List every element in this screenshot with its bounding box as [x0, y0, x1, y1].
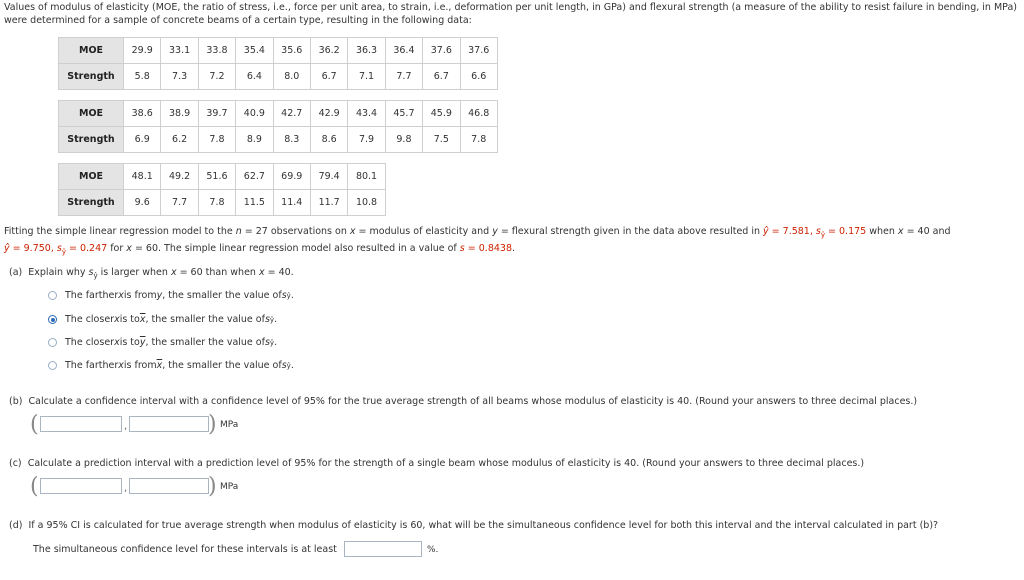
table-cell: 7.9 [348, 127, 385, 153]
table-cell: 62.7 [236, 164, 273, 190]
table-cell: 42.7 [273, 101, 310, 127]
data-table-3 [58, 163, 386, 216]
table-cell: 7.5 [423, 127, 460, 153]
moe-row [59, 38, 498, 64]
table-cell: 7.8 [198, 127, 235, 153]
strength-row [59, 127, 498, 153]
table-cell: 7.1 [348, 64, 385, 90]
table-cell: 37.6 [423, 38, 460, 64]
radio-button-selected[interactable] [48, 315, 57, 324]
option-a2[interactable]: The closer x is to $\overline{x}$ , the smaller the value of s ŷ . [48, 314, 277, 325]
table-cell: 29.9 [124, 38, 161, 64]
unit-label: MPa [220, 482, 239, 492]
pi-lower-input[interactable] [40, 478, 122, 494]
table-cell: 33.8 [198, 38, 235, 64]
option-a4[interactable]: The farther x is from $\overline{x}$ , the smaller the value of s ŷ . [48, 360, 294, 371]
table-cell: 36.4 [385, 38, 422, 64]
table-cell: 51.6 [198, 164, 235, 190]
data-table-2 [58, 100, 498, 153]
close-paren: ) [208, 412, 217, 437]
ci-upper-input[interactable] [129, 416, 209, 432]
table-cell: 7.8 [460, 127, 497, 153]
table-cell: 42.9 [310, 101, 347, 127]
problem-intro: Values of modulus of elasticity (MOE, the ratio of stress, i.e., force per unit area, to strain, i.e., deformation per unit length, in GPa) and flexural strength (a measure of the ability to resist failure in bending, in MPa) were determined for a sample of concrete beams of a certain type, resulting in the following data: [4, 2, 1017, 26]
table-cell: 10.8 [348, 190, 385, 216]
part-d-answer-label: The simultaneous confidence level for these intervals is at least [33, 544, 337, 555]
table-cell: 6.2 [161, 127, 198, 153]
part-b-question: (b) Calculate a confidence interval with a confidence level of 95% for the true average strength of all beams whose modulus of elasticity is 40. (Round your answers to three decimal places.) [9, 396, 918, 407]
table-cell: 9.8 [385, 127, 422, 153]
part-d-question: (d) If a 95% CI is calculated for true average strength when modulus of elasticity is 60, what will be the simultaneous confidence level for both this interval and the interval calculated in part (b)? [9, 520, 939, 531]
table-cell: 8.3 [273, 127, 310, 153]
row-header: Strength [59, 64, 124, 90]
table-cell: 5.8 [124, 64, 161, 90]
strength-row [59, 190, 386, 216]
table-cell: 6.7 [423, 64, 460, 90]
table-cell: 6.4 [236, 64, 273, 90]
option-a1[interactable]: The farther x is from y , the smaller the value of s ŷ . [48, 290, 294, 301]
table-cell: 69.9 [273, 164, 310, 190]
table-cell: 38.6 [124, 101, 161, 127]
radio-button[interactable] [48, 361, 57, 370]
table-cell: 11.5 [236, 190, 273, 216]
data-table-1 [58, 37, 498, 90]
table-cell: 11.7 [310, 190, 347, 216]
table-cell: 6.7 [310, 64, 347, 90]
pi-upper-input[interactable] [129, 478, 209, 494]
table-cell: 7.2 [198, 64, 235, 90]
row-header: MOE [59, 101, 124, 127]
table-cell: 37.6 [460, 38, 497, 64]
moe-row [59, 101, 498, 127]
table-cell: 49.2 [161, 164, 198, 190]
open-paren: ( [30, 412, 39, 437]
table-cell: 7.7 [161, 190, 198, 216]
comma: , [124, 421, 128, 432]
radio-button[interactable] [48, 291, 57, 300]
table-cell: 9.6 [124, 190, 161, 216]
percent-unit: %. [427, 545, 439, 555]
table-cell: 35.4 [236, 38, 273, 64]
table-cell: 11.4 [273, 190, 310, 216]
table-cell: 8.9 [236, 127, 273, 153]
strength-row [59, 64, 498, 90]
table-cell: 8.0 [273, 64, 310, 90]
table-cell: 80.1 [348, 164, 385, 190]
table-cell: 79.4 [310, 164, 347, 190]
option-a3[interactable]: The closer x is to $\overline{y}$ , the smaller the value of s ŷ . [48, 337, 277, 348]
table-cell: 45.9 [423, 101, 460, 127]
table-cell: 45.7 [385, 101, 422, 127]
row-header: MOE [59, 164, 124, 190]
table-cell: 7.3 [161, 64, 198, 90]
open-paren: ( [30, 474, 39, 499]
row-header: Strength [59, 127, 124, 153]
comma: , [124, 483, 128, 494]
part-a-question: (a) Explain why $s_ŷ$ is larger when x = 60 than when x = 40. [9, 267, 294, 280]
moe-row [59, 164, 386, 190]
table-cell: 40.9 [236, 101, 273, 127]
table-cell: 7.7 [385, 64, 422, 90]
unit-label: MPa [220, 420, 239, 430]
table-cell: 46.8 [460, 101, 497, 127]
ci-lower-input[interactable] [40, 416, 122, 432]
table-cell: 48.1 [124, 164, 161, 190]
table-cell: 6.9 [124, 127, 161, 153]
table-cell: 38.9 [161, 101, 198, 127]
close-paren: ) [208, 474, 217, 499]
table-cell: 8.6 [310, 127, 347, 153]
part-c-question: (c) Calculate a prediction interval with a prediction level of 95% for the strength of a single beam whose modulus of elasticity is 40. (Round your answers to three decimal places.) [9, 458, 865, 469]
row-header: Strength [59, 190, 124, 216]
table-cell: 36.2 [310, 38, 347, 64]
table-cell: 6.6 [460, 64, 497, 90]
table-cell: 35.6 [273, 38, 310, 64]
row-header: MOE [59, 38, 124, 64]
regression-summary: Fitting the simple linear regression model to the n = 27 observations on x = modulus of elasticity and y = flexural strength given in the data above resulted in ŷ = 7.581, $s_ŷ = 0.175$ when x = 40 and ŷ = 9.750, $s_ŷ = 0.247$ for x = 60. The simple linear regression model also resulted in a value of s = 0.8438. [4, 226, 951, 256]
table-cell: 33.1 [161, 38, 198, 64]
radio-button[interactable] [48, 338, 57, 347]
simultaneous-level-input[interactable] [344, 541, 422, 557]
table-cell: 36.3 [348, 38, 385, 64]
table-cell: 39.7 [198, 101, 235, 127]
table-cell: 43.4 [348, 101, 385, 127]
table-cell: 7.8 [198, 190, 235, 216]
